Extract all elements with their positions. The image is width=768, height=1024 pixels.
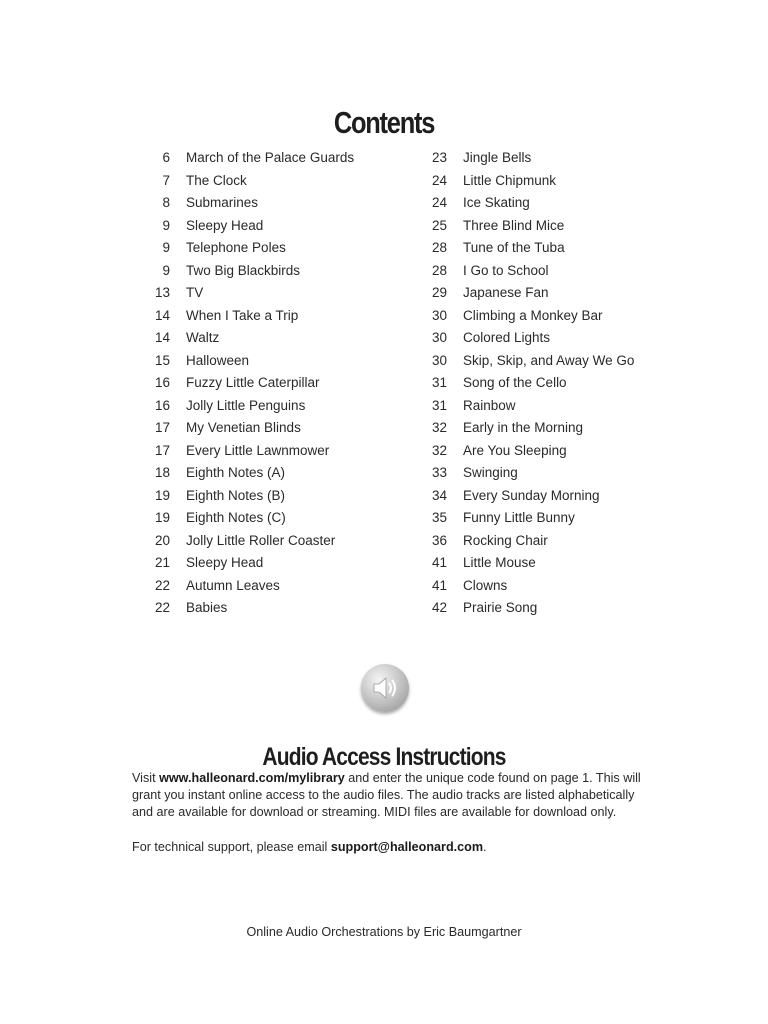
toc-song-title: The Clock [186, 172, 247, 188]
toc-page-number: 9 [162, 262, 170, 278]
toc-entry [140, 485, 354, 508]
toc-page-number: 25 [431, 217, 447, 233]
toc-page-number: 24 [431, 195, 447, 210]
toc-entry [417, 260, 634, 283]
toc-entry [417, 485, 634, 508]
toc-entry [140, 575, 354, 598]
toc-page-number: 20 [154, 532, 170, 548]
credit-line: Online Audio Orchestrations by Eric Baumgartner [246, 925, 522, 939]
toc-entry [417, 282, 634, 305]
toc-entry [140, 552, 354, 575]
toc-page-number: 19 [154, 487, 170, 503]
toc-page-number: 17 [154, 420, 170, 435]
toc-entry [417, 507, 634, 530]
toc-entry [417, 530, 634, 553]
toc-song-title: Three Blind Mice [463, 217, 565, 233]
toc-page-number: 31 [431, 375, 447, 390]
toc-page-number: 42 [431, 600, 447, 615]
toc-page-number: 21 [154, 555, 170, 570]
toc-entry [140, 350, 354, 373]
toc-page-number: 9 [162, 217, 170, 233]
toc-song-title: Funny Little Bunny [463, 510, 575, 525]
toc-page-number: 29 [431, 285, 447, 300]
toc-song-title: Jolly Little Roller Coaster [186, 532, 336, 548]
toc-page-number: 30 [431, 330, 447, 345]
toc-page-number: 32 [431, 442, 447, 458]
toc-page-number: 33 [431, 465, 447, 480]
toc-page-number: 19 [154, 510, 170, 525]
toc-page-number: 22 [154, 577, 170, 593]
toc-entry [140, 215, 354, 238]
support-text: . [483, 840, 487, 854]
toc-entry [140, 440, 354, 463]
toc-entry [140, 395, 354, 418]
toc-entry [417, 170, 634, 193]
toc-page-number: 22 [154, 600, 170, 615]
toc-song-title: I Go to School [463, 262, 549, 278]
toc-song-title: Are You Sleeping [463, 442, 567, 458]
toc-song-title: Every Sunday Morning [463, 487, 600, 503]
toc-page-number: 18 [154, 465, 170, 480]
support-email-link[interactable]: support@halleonard.com [330, 840, 484, 854]
toc-song-title: Rainbow [463, 397, 516, 413]
toc-entry [417, 395, 634, 418]
toc-song-title: Swinging [463, 465, 518, 480]
toc-page-number: 6 [162, 150, 170, 165]
toc-entry [140, 147, 354, 170]
toc-song-title: Eighth Notes (B) [186, 487, 286, 503]
toc-song-title: Fuzzy Little Caterpillar [186, 375, 320, 390]
toc-page-number: 41 [431, 577, 447, 593]
toc-song-title: Halloween [186, 352, 250, 368]
speaker-icon [361, 664, 409, 712]
toc-song-title: Eighth Notes (C) [186, 510, 286, 525]
toc-entry [417, 552, 634, 575]
toc-entry [140, 462, 354, 485]
toc-page-number: 14 [154, 330, 170, 345]
toc-song-title: Clowns [463, 577, 508, 593]
toc-entry [140, 170, 354, 193]
toc-entry [140, 282, 354, 305]
toc-entry [140, 327, 354, 350]
toc-page-number: 15 [154, 352, 170, 368]
toc-song-title: Little Chipmunk [463, 172, 557, 188]
toc-entry [417, 597, 634, 620]
toc-entry [417, 417, 634, 440]
toc-song-title: When I Take a Trip [186, 307, 299, 323]
toc-entry [417, 327, 634, 350]
toc-song-title: Tune of the Tuba [463, 240, 565, 255]
toc-entry [140, 417, 354, 440]
toc-song-title: Jingle Bells [463, 150, 532, 165]
audio-instructions [132, 770, 652, 874]
toc-entry [417, 237, 634, 260]
toc-page-number: 31 [431, 397, 447, 413]
toc-song-title: Little Mouse [463, 555, 536, 570]
toc-left-column [140, 147, 354, 620]
toc-song-title: Autumn Leaves [186, 577, 280, 593]
toc-song-title: Telephone Poles [186, 240, 286, 255]
toc-page-number: 16 [154, 397, 170, 413]
toc-song-title: Prairie Song [463, 600, 538, 615]
page-title: Contents [333, 104, 435, 140]
toc-song-title: Babies [186, 600, 228, 615]
toc-page-number: 24 [431, 172, 447, 188]
instructions-text: and enter the unique code found on page 1. This will grant you instant online access to the audio files. The audio tracks are listed alphabetically and are available for download or streaming. MIDI files are available for download only. [132, 771, 641, 819]
instructions-paragraph [132, 770, 652, 821]
toc-page-number: 30 [431, 352, 447, 368]
toc-song-title: Two Big Blackbirds [186, 262, 301, 278]
toc-entry [417, 215, 634, 238]
library-link[interactable]: www.halleonard.com/mylibrary [159, 771, 345, 785]
toc-entry [417, 147, 634, 170]
toc-song-title: March of the Palace Guards [186, 150, 355, 165]
toc-song-title: Jolly Little Penguins [186, 397, 306, 413]
toc-page-number: 9 [162, 240, 170, 255]
toc-entry [140, 192, 354, 215]
toc-entry [140, 305, 354, 328]
toc-page-number: 41 [431, 555, 447, 570]
toc-page-number: 8 [162, 195, 170, 210]
toc-page-number: 14 [154, 307, 170, 323]
toc-page-number: 28 [431, 240, 447, 255]
toc-page-number: 28 [431, 262, 447, 278]
instructions-text: Visit [132, 771, 160, 785]
toc-song-title: Early in the Morning [463, 420, 584, 435]
toc-entry [417, 462, 634, 485]
toc-song-title: Sleepy Head [186, 555, 264, 570]
toc-page-number: 36 [431, 532, 447, 548]
toc-page-number: 30 [431, 307, 447, 323]
toc-song-title: Eighth Notes (A) [186, 465, 286, 480]
toc-song-title: Song of the Cello [463, 375, 567, 390]
toc-song-title: My Venetian Blinds [186, 420, 301, 435]
toc-entry [140, 260, 354, 283]
toc-page-number: 23 [431, 150, 447, 165]
toc-song-title: TV [186, 285, 204, 300]
toc-song-title: Every Little Lawnmower [186, 442, 330, 458]
toc-page-number: 32 [431, 420, 447, 435]
toc-entry [140, 597, 354, 620]
toc-page-number: 7 [162, 172, 170, 188]
toc-entry [417, 372, 634, 395]
toc-page-number: 35 [431, 510, 447, 525]
toc-song-title: Japanese Fan [463, 285, 549, 300]
toc-song-title: Submarines [186, 195, 259, 210]
toc-song-title: Ice Skating [463, 195, 530, 210]
toc-page-number: 16 [154, 375, 170, 390]
toc-song-title: Sleepy Head [186, 217, 264, 233]
toc-song-title: Skip, Skip, and Away We Go [463, 352, 635, 368]
support-text: For technical support, please email [132, 840, 331, 854]
toc-page-number: 34 [431, 487, 447, 503]
support-paragraph [132, 839, 652, 856]
toc-entry [140, 237, 354, 260]
audio-section-title: Audio Access Instructions [262, 742, 506, 771]
toc-page-number: 17 [154, 442, 170, 458]
toc-song-title: Climbing a Monkey Bar [463, 307, 603, 323]
toc-song-title: Colored Lights [463, 330, 551, 345]
toc-entry [417, 350, 634, 373]
toc-song-title: Waltz [186, 330, 220, 345]
toc-song-title: Rocking Chair [463, 532, 548, 548]
toc-entry [417, 192, 634, 215]
toc-page-number: 13 [154, 285, 170, 300]
toc-entry [417, 440, 634, 463]
toc-entry [140, 372, 354, 395]
toc-entry [140, 530, 354, 553]
toc-entry [417, 305, 634, 328]
toc-right-column [417, 147, 634, 620]
toc-entry [417, 575, 634, 598]
toc-entry [140, 507, 354, 530]
